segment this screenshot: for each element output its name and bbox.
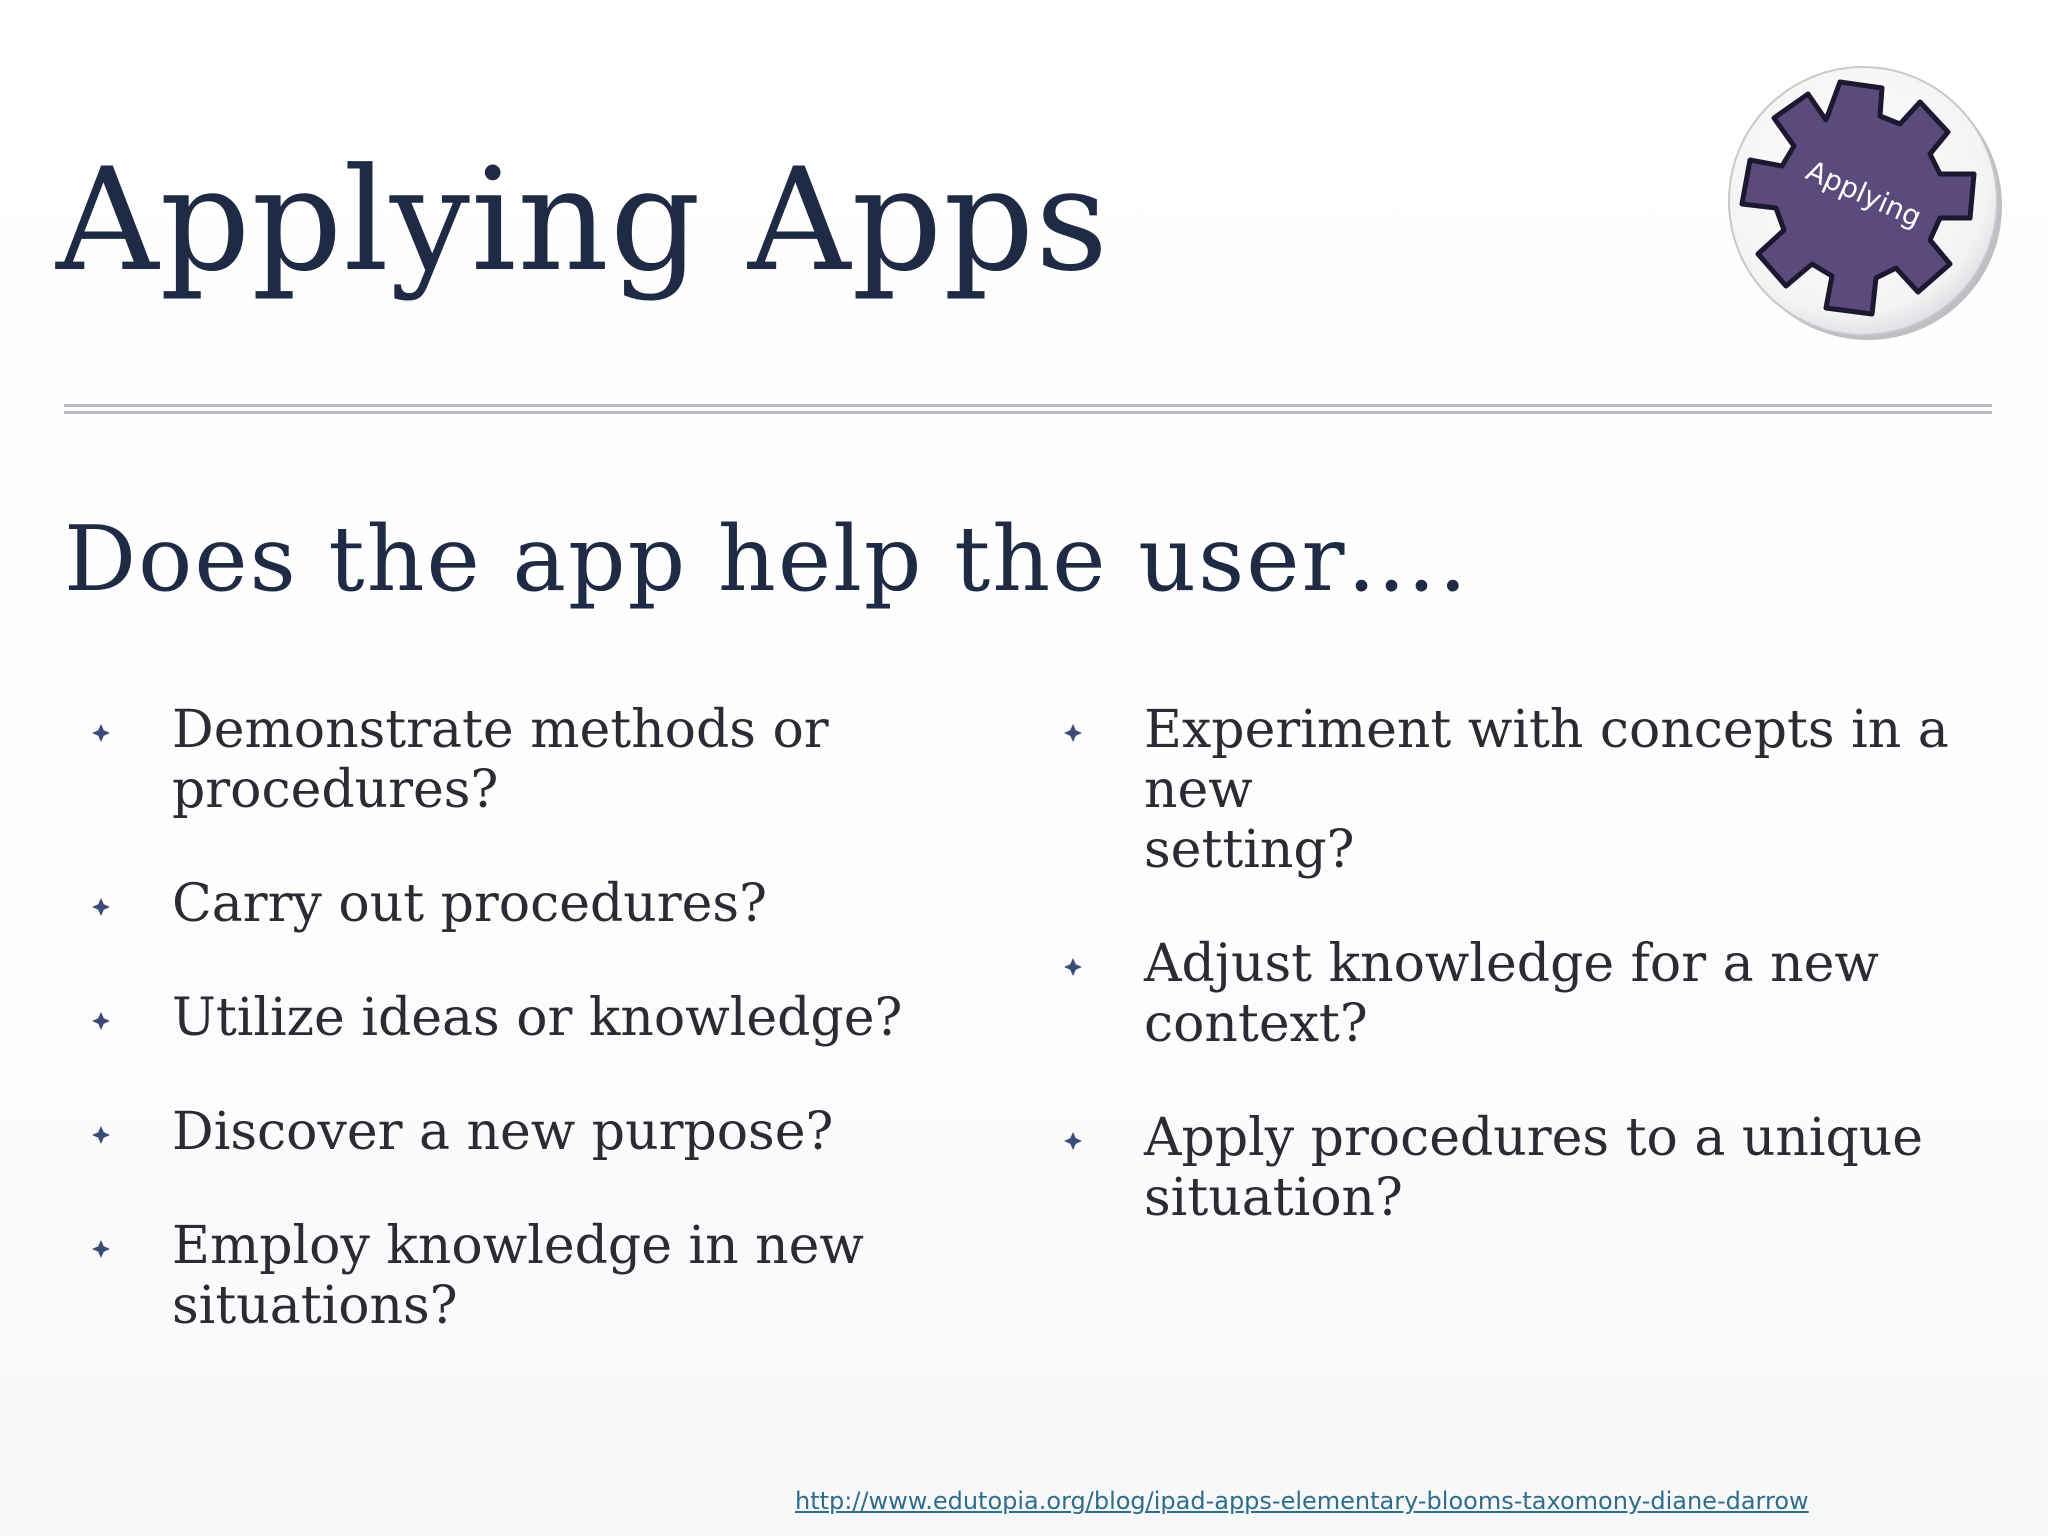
- title-divider: [64, 404, 1992, 414]
- list-item: [90, 874, 990, 934]
- left-bullet-list: [90, 700, 990, 1336]
- right-bullet-list: [1062, 700, 2002, 1228]
- source-link[interactable]: http://www.edutopia.org/blog/ipad-apps-elementary-blooms-taxomony-diane-darrow: [795, 1487, 1809, 1515]
- list-item: [90, 988, 990, 1048]
- list-item: [90, 1102, 990, 1162]
- slide-subtitle: Does the app help the user….: [64, 507, 1470, 612]
- diamond-bullet-icon: [90, 722, 112, 744]
- diamond-bullet-icon: [1062, 722, 1084, 744]
- list-item-line: procedures?: [172, 760, 499, 820]
- diamond-bullet-icon: [90, 1238, 112, 1260]
- list-item-line: context?: [1144, 994, 1368, 1054]
- list-item-line: situations?: [172, 1276, 458, 1336]
- slide-title: Applying Apps: [56, 138, 1110, 303]
- list-item-line: situation?: [1144, 1168, 1403, 1228]
- list-item: [90, 1216, 990, 1336]
- list-item-line: setting?: [1144, 820, 1355, 880]
- diamond-bullet-icon: [1062, 1130, 1084, 1152]
- gear-icon: [1722, 58, 2008, 344]
- diamond-bullet-icon: [90, 1010, 112, 1032]
- list-item: [1062, 934, 2002, 1054]
- diamond-bullet-icon: [90, 1124, 112, 1146]
- list-item: [1062, 700, 2002, 880]
- list-item-line: Demonstrate methods or: [172, 700, 829, 760]
- list-item-line: Experiment with concepts in a new: [1144, 700, 1949, 820]
- list-item-line: Apply procedures to a unique: [1144, 1108, 1924, 1168]
- list-item: [1062, 1108, 2002, 1228]
- list-item-line: Employ knowledge in new: [172, 1216, 864, 1276]
- list-item-line: Discover a new purpose?: [172, 1102, 834, 1162]
- diamond-bullet-icon: [90, 896, 112, 918]
- diamond-bullet-icon: [1062, 956, 1084, 978]
- list-item-line: Adjust knowledge for a new: [1144, 934, 1879, 994]
- list-item: [90, 700, 990, 820]
- list-item-line: Utilize ideas or knowledge?: [172, 988, 903, 1048]
- list-item-line: Carry out procedures?: [172, 874, 767, 934]
- badge-label: Applying: [1801, 153, 1927, 234]
